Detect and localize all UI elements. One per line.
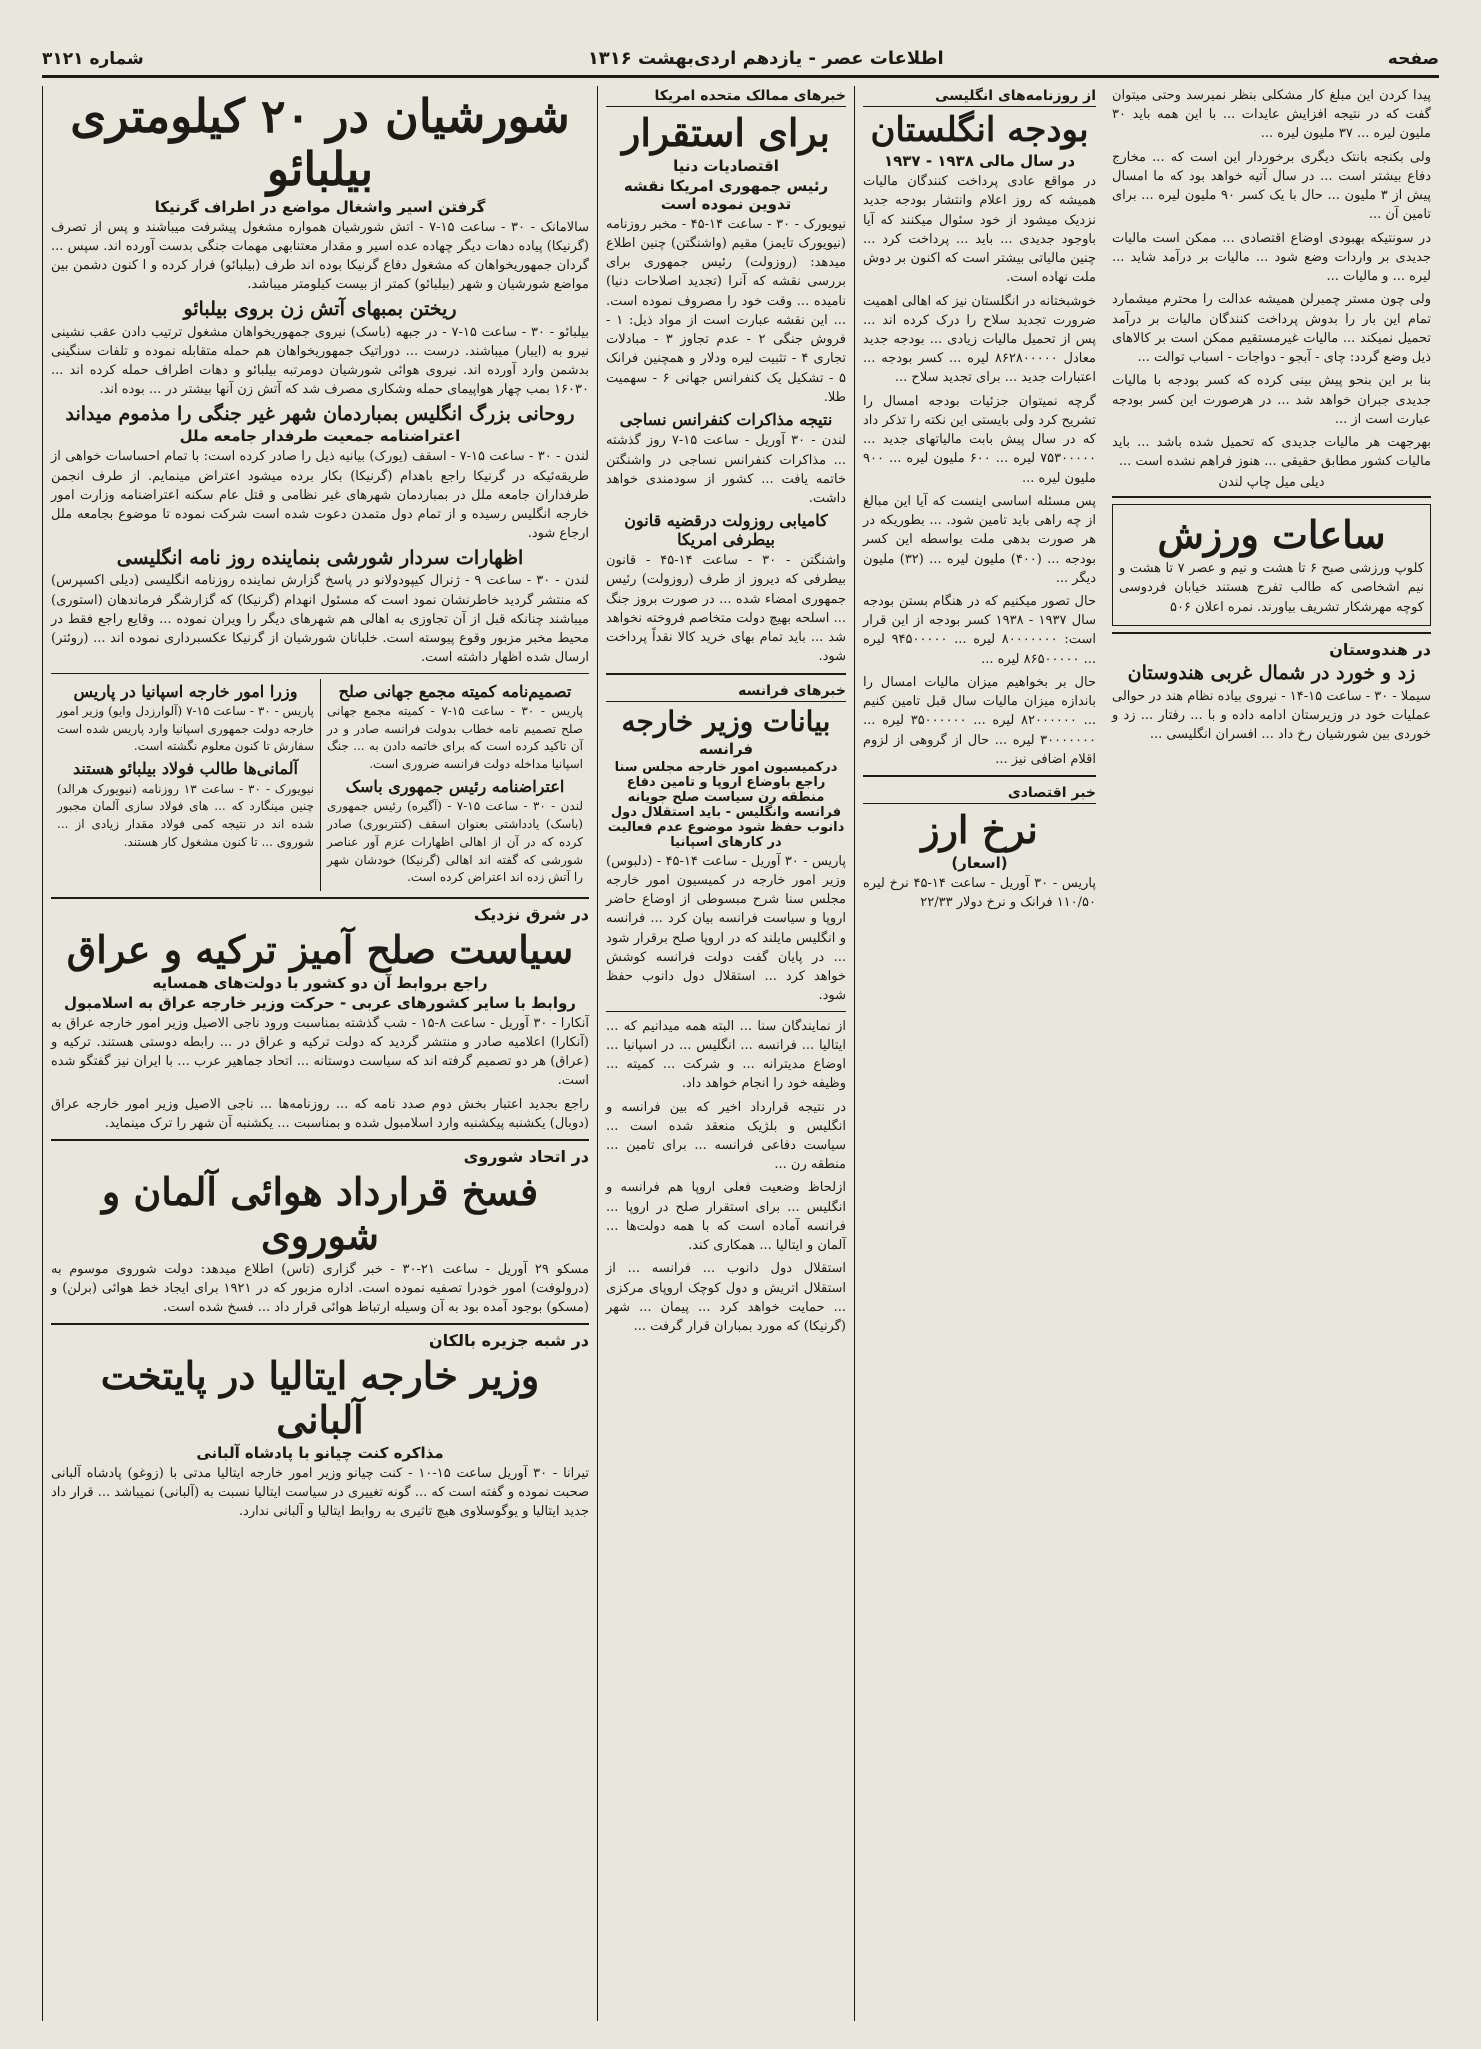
article-rebels-bilbao: سالامانک - ۳۰ - ساعت ۱۵-۷ - اتش شورشیان همواره مشغول پیشرفت میباشند و پس از تصرف (گرنیکا) پیاده دهات دیگر چهاده عده اسیر و مقدار معتنابهی مهمات جنگی بدست آورده اند. سپس ... گردان جمهوریخواهان که مشغول دفاع گرنیکا بوده اند طرف (بیلبائو) فرار کرده و ا کنون دشمن بین مواضع شورشیان و شهر (بیلبائو) کمتر از بیست کیلومتر میباشد. [51,219,589,293]
subhead-currencies: (اسعار) [951,853,1008,872]
headline-rebels-bilbao: شورشیان در ۲۰ کیلومتری بیلبائو [70,89,570,196]
article-peace-committee: پاریس - ۳۰ - ساعت ۱۵-۷ - کمیته مجمع جهانی صلح تصمیم نامه خطاب بدولت فرانسه صادر و در آن تاکید کرده است که برای خاتمه دادن به ... جنگ اسپانیا مداخله دولت فرانسه ضروری است. [327,703,583,772]
headline-basque-protest: اعتراضنامه رئیس جمهوری باسک [345,776,565,796]
headline-peace-committee: تصمیم‌نامه کمیته مجمع جهانی صلح [338,681,572,701]
article-york-archbishop: لندن - ۳۰ - ساعت ۱۵-۷ - اسقف (یورک) بیانیه ذیل را صادر کرده است: با تمام احساسات خواهی از طریقه‌ئیکه در گرنیکا راجع باهدام (گرنیکا) بکار برده میشود اعتراض مینمایم. از طرف انجمن طرفداران جامعه ملل در بمباردمان شهرهای غیر نظامی و قتل عام سکنه اعتراضنامه وزارت امور خارجه انگلیس رسیده و از تمام دول متمدن دعوت شده است شرکت نموده تا موضوع بجامعه ملل ارجاع شود. [51,449,589,542]
page-label: صفحه [1387,48,1439,69]
article-exchange-rate: پاریس - ۳۰ آوریل - ساعت ۱۴-۴۵ نرخ لیره ۱۱۰/۵۰ فرانک و نرخ دولار ۲۲/۳۳ [863,875,1096,911]
headline-york-archbishop: روحانی بزرگ انگلیس بمباردمان شهر غیر جنگی را مذموم میداند [65,402,575,425]
article-spanish-minister: پاریس - ۳۰ - ساعت ۱۵-۷ (آلوارزدل وایو) وزیر امور خارجه دولت جمهوری اسپانیا وارد پاریس شده است سفارش تا کنون معلوم نگشته است. [57,703,314,754]
headline-exchange-rate: نرخ ارز [921,807,1038,853]
sport-box [1112,504,1431,625]
kicker-france-label: خبرهای فرانسه [738,682,846,699]
article-india-clash: سیملا - ۳۰ - ساعت ۱۵-۱۴ - نیروی بیاده نظام هند در حوالی عملیات خود در وزیرستان ادامه داده و با ... رفتار ... زد و خوردی بین شورشیان رخ داد ... افسران انگلیسی ... [1112,688,1432,743]
subhead-roosevelt-plan: رئیس جمهوری امریکا نقشه تدوین نموده است [623,176,829,213]
article-german-soviet-air: مسکو ۲۹ آوریل - ساعت ۲۱-۳۰ - خبر گزاری (تاس) اطلاع میدهد: دولت شوروی موسوم به (درولوفت) امور خودرا تصفیه نموده است. اداره مزبور که در ۱۹۲۱ برای ایجاد خط هوائی (برلن) و (مسکو) بوجود آمده بود به آن وسیله ارتباط هوائی قرار داد ... فسخ شده است. [51,1261,590,1315]
kicker-economic [863,783,1096,804]
headline-italy-albania: وزیر خارجه ایتالیا در پایتخت آلبانی [100,1353,540,1442]
budget-col2-para-6: بهرجهت هر مالیات جدیدی که تحمیل شده باشد ... باید مالیات کشور مطابق حقیقی ... هنوز فراهم نشده است ... [1112,434,1431,470]
subhead-italy-albania: مذاکره کنت چیانو با پادشاه آلبانی [196,1443,444,1462]
kicker-usa-label: خبرهای ممالک متحده امریکا [654,88,846,104]
article-incendiary-bombs: بیلبائو - ۳۰ - ساعت ۱۵-۷ - در جبهه (باسک) نیروی جمهوریخواهان مشغول ترتیب دادن عقب نشینی نیرو به (ایبار) میباشند. درست ... دوراتیک جمهوریخواهان هم حمله متقابله نموده و تلفات سنگینی بدشمن وارد آورده اند. نیروی هوائی شورشیان دومرتبه بیلبائو و دهات اطراف حمله کرده اند ... ۱۶۰۳۰ بمب چهار هواپیمای حمله وشکاری مصرف شد که آتش زن آنها بیشتر در ... بوده اند. [51,324,589,398]
kicker-economic-label: خبر اقتصادی [1007,785,1096,802]
budget-col2-para-3: در سونتیکه بهبودی اوضاع اقتصادی ... ممکن است مالیات جدیدی بر واردات وضع شود ... مالیات بر درآمد شاید ... لیره ... و مالیات ... [1112,230,1431,285]
column-budget-2 [1104,86,1439,2021]
article-german-steel: نیویورک - ۳۰ - ساعت ۱۳ روزنامه (نیویورک هرالد) چنین مینگارد که ... های فولاد سازی آلمان مجبور شده اند در نتیجه کمی فولاد مقدار زیادی از ... شوروی ... تا کنون مشغول کار هستند. [57,781,314,849]
column-right [42,86,597,2021]
budget-col2-para-5: بنا بر این بنحو پیش بینی کرده که کسر بودجه با مالیات جدیدی جبران خواهد شد ... در هرصورت این کسر بودجه عبارت است از ... [1112,373,1431,427]
headline-incendiary-bombs: ریختن بمبهای آتش زن بروی بیلبائو [183,297,457,320]
subhead-france: فرانسه [698,739,754,758]
budget-para-3: گرچه نمیتوان جزئیات بودجه امسال را تشریح کرد ولی بایستی این نکته را تذکر داد که در سال پیش بابت مالیاتهای جدید ... ۷۵۳۰۰۰۰۰ لیره ... ۶۰۰ ملیون لیره ... ۹۰۰ ملیون لیره ... [863,393,1096,486]
headline-turkey-iraq: سیاست صلح آمیز ترکیه و عراق [66,927,574,973]
article-france-cont-2: در نتیجه قرارداد اخیر که بین فرانسه و انگلیس و بلژیک منعقد شده است ... سیاست دفاعی فرانسه ... برای تامین ... منطقه رن ... [606,1099,846,1173]
article-france-cont-3: ازلحاظ وضعیت فعلی اروپا هم فرانسه و انگلیس ... برای استقرار صلح در اروپا ... فرانسه آماده است که با همه دولت‌ها ... آلمان و ایتالیا ... همکاری کند. [606,1180,846,1254]
article-france-cont-1: از نمایندگان سنا ... البته همه میدانیم که ... ایتالیا ... فرانسه ... انگلیس ... در اسپانیا ... اوضاع مدیترانه ... و شرکت ... کمیته ... وظیفه خود را انجام خواهد داد. [606,1018,846,1092]
subhead-league-protest: اعتراضنامه جمعیت طرفدار جامعه ملل [179,427,461,446]
column-usa-france [597,86,854,2021]
kicker-usa [606,86,846,107]
columns [42,86,1439,2021]
section-tag-near-east: در شرق نزدیک [473,905,589,925]
kicker-english-papers [863,86,1096,107]
kicker-english-papers-label: از روزنامه‌های انگلیسی [935,88,1096,104]
budget-para-4: پس مسئله اساسی اینست که آیا این مبالغ از چه راهی باید تامین شود. ... بطوریکه در هر صورت بدهی ملت بواسطه این کسر بودجه ... (۴۰۰) ملیون لیره ... (۳۲) ملیون دیگر ... [863,493,1096,586]
headline-textile-conference: نتیجه مذاکرات کنفرانس نساجی [619,410,833,430]
budget-para-2: خوشبختانه در انگلستان نیز که اهالی اهمیت ضرورت تجدید سلاح را درک کرده اند ... پس از تحمیل مالیات زیادی ... بودجه جدید معادل ۸۶۲۸۰۰۰۰۰ لیره ... کسر بودجه ... اعتبارات جدید ... برای تجدید سلاح ... [863,293,1096,386]
article-neutrality-law: واشنگتن - ۳۰ - ساعت ۱۴-۴۵ - قانون بیطرفی که دیروز از طرف (روزولت) رئیس جمهوری امضاء شده ... در صورت بروز جنگ ... اسلحه بهیچ دولت متخاصم فروخته نخواهد شد ... باید تمام بهای خرید کالا نقداً پرداخت شود. [606,553,846,665]
issue-number: شماره ۳۱۲۱ [42,48,144,69]
source-credit: دیلی میل چاپ لندن [1218,475,1325,491]
budget-col2-para-2: ولی بکنجه بانتک دیگری برخوردار این است که ... مخارج دفاع بیشتر است ... در سال آتیه خواهد بود که ما امسال پیش از ۳ ملیون ... حال با یک کسر ۹۰ ملیون لیره ... برای تامین آن ... [1112,149,1432,223]
headline-for-stability: برای استقرار [621,110,831,155]
subhead-world-economy: اقتصادیات دنیا [673,156,779,175]
column-budget-1 [854,86,1104,2021]
subhead-senate-commission: درکمیسیون امور خارجه مجلس سنا راجع باوضاع اروپا و تامین دفاع منطقه رن سیاست صلح جویانه فرانسه وانگلیس - باید استقلال دول دانوب حفظ شود موضوع عدم فعالیت در کارهای اسپانیا [607,759,845,850]
headline-german-steel: آلمانی‌ها طالب فولاد بیلبائو هستند [73,759,298,779]
article-rebel-general: لندن - ۳۰ - ساعت ۹ - ژنرال کیپودولانو در پاسخ گزارش نماینده روزنامه انگلیسی (دیلی اکسپرس) که منتشر گردید خاطرنشان نمود است که مسئول انهدام (گرنیکا) که گزارشگر فرماندهان (استوری) میباشند چنانکه قبل از آن تجاوزی به اهالی هم شهرهای دیگر را ویران نموده ... وقایع راجع فقط در محیط مخبر مزبور وقوع پیوسته است. خلبانان شورشیان از گرنیکا عکسبرداری نموده اند ... (روئتر) ارسال شده اظهار داشته است. [51,573,590,666]
article-delbos: پاریس - ۳۰ آوریل - ساعت ۱۴-۴۵ - (دلبوس) وزیر امور خارجه در کمیسیون امور خارجه مجلس سنا شرح مبسوطی از اوضاع حاضر اروپا و سیاست فرانسه بیان کرد ... فرانسه و انگلیس مایلند که در اروپا صلح برقرار شود ... در پایان گفت دولت فرانسه کوشش خواهد کرد ... استقلال دول دانوب حفظ شود. [606,853,846,1004]
masthead-title: اطلاعات عصر - یازدهم اردی‌بهشت ۱۳۱۶ [587,48,944,69]
section-tag-india: در هندوستان [1329,639,1431,659]
headline-neutrality-law: کامیابی روزولت درقضیه قانون بیطرفی امریکا [624,511,828,549]
masthead [42,48,1439,78]
article-turkey-iraq-2: راجع بجدید اعتبار بخش دوم صدد نامه که ... روزنامه‌ها ... ناجی الاصیل وزیر امور خارجه عراق (دوبال) یکشنبه پیکشنبه وارد اسلامبول شده و بمناسبت ... یکشنبه آن شهر را ترک مینماید. [51,1096,589,1131]
subhead-guernica: گرفتن اسیر واشغال مواضع در اطراف گرنیکا [154,197,486,216]
budget-para-5: حال تصور میکنیم که در هنگام بستن بودجه سال ۱۹۳۷ - ۱۹۳۸ کسر بودجه از این قرار است: ۸۰۰۰۰۰۰۰ لیره ... ۹۴۵۰۰۰۰۰ لیره ... ۸۶۵۰۰۰۰۰ لیره ... [863,594,1096,667]
article-roosevelt-plan: نیویورک - ۳۰ - ساعت ۱۴-۴۵ - مخبر روزنامه (نیویورک تایمز) مقیم (واشنگتن) چنین اطلاع میدهد: (روزولت) رئیس جمهوری برای بررسی نقشه که آنرا (تجدید اصلاحات دنیا) نامیده ... وقت خود را مصروف نموده است. ... این نقشه عبارت است از مواد ذیل: ۱ - فروش جنگی ۲ - عدم تجاوز ۳ - مبادلات تجاری ۴ - تثبیت لیره ودلار و همچنین فرانک ۵ - تشکیل یک کنفرانس جهانی ۶ - سهمیت طلا. [606,216,847,405]
article-basque-protest: لندن - ۳۰ - ساعت ۱۵-۷ - (آگیره) رئیس جمهوری (باسک) یادداشتی بعنوان اسقف (کنتربوری) صادر کرده که در آن از اهالی اظهارات عزم آور عناصر شورشی که گفته اند اهالی (گرنیکا) خودشان شهر را آتش زده اند اعتراض کرده است. [327,799,583,885]
article-italy-albania: تیرانا - ۳۰ آوریل ساعت ۱۵-۱۰ - کنت چیانو وزیر امور خارجه ایتالیا مدتی با (زوغو) پادشاه آلبانی صحبت نموده و گفته است که ... گونه تغییری در سیاست ایتالیا نسبت به (آلبانی) نمیباشد ... قرار داد جدید ایتالیا و یوگوسلاوی هیچ تاثیری به روابط ایتالیا و آلبانی ندارد. [51,1465,590,1520]
section-tag-balkan: در شبه جزیره بالکان [429,1331,589,1351]
headline-rebel-general: اظهارات سردار شورشی بنماینده روز نامه انگلیسی [116,546,524,569]
subhead-fiscal-year: در سال مالی ۱۹۳۸ - ۱۹۳۷ [883,152,1076,171]
two-col-block [51,679,589,892]
subhead-turkey-iraq-2: روابط با سایر کشورهای عربی - حرکت وزیر خارجه عراق به اسلامبول [64,993,576,1012]
article-sport-hours: کلوپ ورزشی صبح ۶ تا هشت و نیم و عصر ۷ تا هشت و نیم اشخاصی که طالب تفرج هستند خیابان فردوسی کوچه مهرشکار تشریف بیاورند. نمره اعلان ۵۰۶ [1119,561,1424,615]
budget-col2-para-1: پیدا کردن این مبلغ کار مشکلی بنظر نمیرسد وحتی میتوان گفت که در نتیجه افزایش عایدات ... با این همه باید ۳۰ ملیون لیره ... ۳۷ ملیون لیره ... [1112,88,1431,142]
budget-para-1: در مواقع عادی پرداخت کنندگان مالیات همیشه که روز اعلام وانتشار بودجه جدید نزدیک میشود از خود سئوال میکنند که آیا باوجود جدیدی ... باید ... پرداخت کرد ... چنین مالیاتی بیشتر است که اکنون بر دوش ملت نهاده است. [863,174,1096,286]
headline-spanish-minister: وزرا امور خارجه اسپانیا در پاریس [73,681,298,701]
subhead-turkey-iraq-1: راجع بروابط آن دو کشور با دولت‌های همسایه [152,973,488,992]
article-textile-conference: لندن - ۳۰ آوریل - ساعت ۱۵-۷ روز گذشته ... مذاکرات کنفرانس نساجی در واشنگتن خاتمه یافت ... کشور از سودمندی خواهد داشت. [606,433,846,507]
budget-col2-para-4: ولی چون مستر چمبرلن همیشه عدالت را محترم میشمارد تمام این بار را بدوش پرداخت کنندگان مالیات بر درآمد تحمیل نمیکند ... مالیات غیرمستقیم ممکن است بر کالاهای ذیل وضع گردد: چای - آبجو - دواجات - اسباب توالت ... [1112,292,1431,366]
section-tag-soviet: در اتحاد شوروی [463,1147,589,1167]
headline-india-clash: زد و خورد در شمال غربی هندوستان [1127,661,1416,684]
headline-foreign-minister: بیانات وزیر خارجه [621,704,831,738]
budget-para-6: حال بر بخواهیم میزان مالیات امسال را باندازه میزان مالیات سال قبل تامین کنیم ... ۸۲۰۰۰۰۰۰ لیره ... ۳۵۰۰۰۰۰۰ لیره ... ۳۰۰۰۰۰۰۰ لیره ... حال از گروهی از لزوم اقلام اضافی نیز ... [863,674,1096,767]
headline-sport-hours: ساعات ورزش [1157,512,1386,558]
kicker-france [606,681,846,702]
headline-german-soviet-air: فسخ قرارداد هوائی آلمان و شوروی [101,1169,539,1258]
article-turkey-iraq-1: آنکارا - ۳۰ آوریل - ساعت ۸-۱۵ - شب گذشته بمناسبت ورود ناجی الاصیل وزیر امور خارجه عراق به (آنکارا) اعلامیه صادر و منتشر گردید که دولت ترکیه و عراق در ... رابطه دوستی هستند. ترکیه و (عراق) هر دو تصمیم گرفته اند که سیاست دوستانه ... اتحاد جماهیر عرب ... با ایران نیز گفتگو شده است. [51,1015,589,1089]
headline-british-budget: بودجه انگلستان [870,110,1089,150]
article-france-cont-4: استقلال دول دانوب ... فرانسه ... از استقلال اتریش و دول کوچک اروپای مرکزی ... حمایت خواهد کرد ... پیمان ... شهر (گرنیکا) که مورد بمباران قرار گرفت ... [606,1261,846,1335]
